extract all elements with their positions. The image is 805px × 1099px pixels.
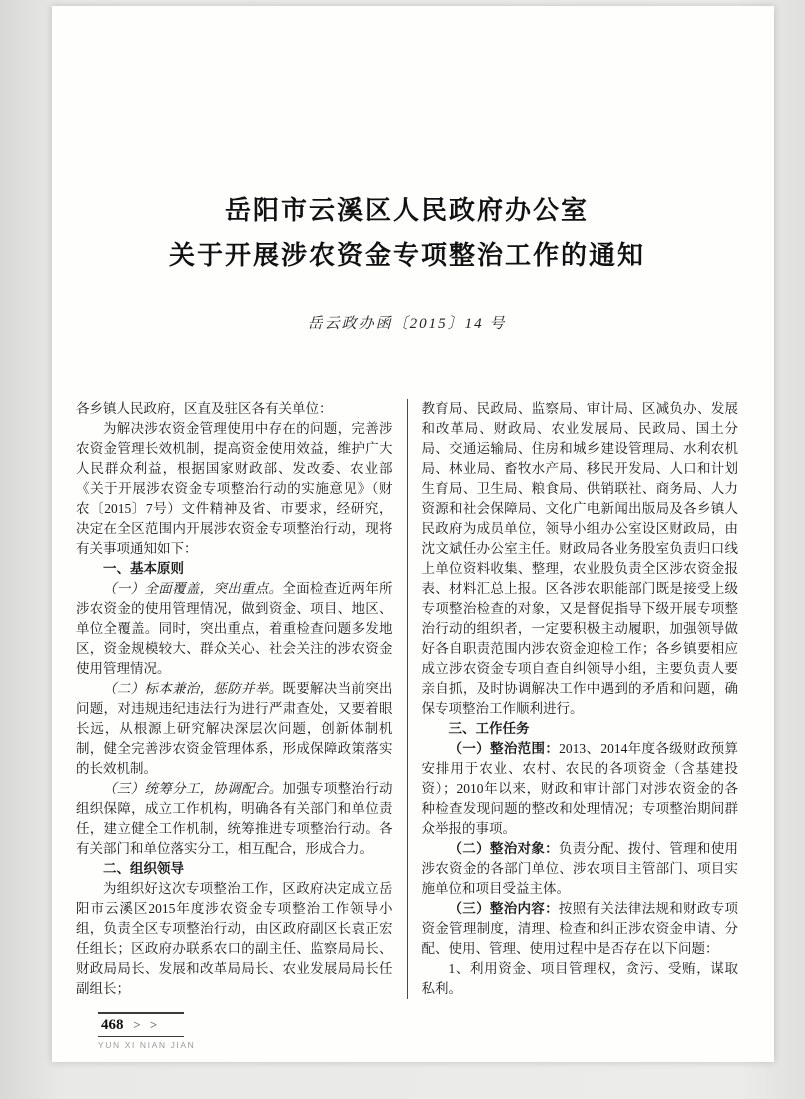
- document-title: [76, 188, 738, 278]
- paragraph-lead: （三）整治内容：: [448, 901, 559, 916]
- paragraph: 为解决涉农资金管理使用中存在的问题，完善涉农资金管理长效机制，提高资金使用效益，维护广大人民群众利益，根据国家财政部、发改委、农业部《关于开展涉农资金专项整治行动的实施意见》（财农〔2015〕7号）文件精神及省、市要求，经研究，决定在全区范围内开展涉农资金专项整治行动，现将有关事项通知如下：: [76, 421, 393, 556]
- paragraph-lead: （二）整治对象：: [448, 841, 559, 856]
- left-column: [76, 399, 393, 999]
- yearbook-caption: YUN XI NIAN JIAN: [98, 1040, 196, 1050]
- paragraph-lead: （二）标本兼治，惩防并举。: [103, 681, 283, 696]
- document-number: 岳云政办函〔2015〕14 号: [307, 316, 507, 332]
- two-column-body: [76, 399, 738, 999]
- document-page: [52, 6, 774, 1062]
- page-number-arrows: > >: [133, 1017, 161, 1032]
- page-number: 468: [101, 1017, 124, 1033]
- right-column: [422, 399, 739, 999]
- section-heading: 二、组织领导: [103, 861, 184, 876]
- paragraph: 为组织好这次专项整治工作，区政府决定成立岳阳市云溪区2015年度涉农资金专项整治工作领导小组，负责全区专项整治行动，由区政府副区长袁正宏任组长；区政府办联系农口的副主任、监察局局长、财政局局长、发展和改革局局长、农业发展局局长任副组长；: [76, 881, 393, 996]
- paragraph: （二）整治对象：负责分配、拨付、管理和使用涉农资金的各部门单位、涉农项目主管部门、项目实施单位和项目受益主体。: [421, 841, 739, 896]
- paragraph: （二）标本兼治，惩防并举。既要解决当前突出问题，对违规违纪违法行为进行严肃查处，又要着眼长远，从根源上研究解决深层次问题，创新体制机制，健全完善涉农资金管理体系，形成保障政策落实的长效机制。: [76, 681, 393, 776]
- document-title-line1: 岳阳市云溪区人民政府办公室: [224, 196, 589, 225]
- document-title-line2: 关于开展涉农资金专项整治工作的通知: [168, 241, 645, 270]
- column-divider-rule: [407, 399, 408, 999]
- paragraph: 教育局、民政局、监察局、审计局、区减负办、发展和改革局、财政局、农业发展局、民政局、国土分局、交通运输局、住房和城乡建设管理局、水利农机局、林业局、畜牧水产局、移民开发局、人口和计划生育局、卫生局、粮食局、供销联社、商务局、人力资源和社会保障局、文化广电新闻出版局及各乡镇人民政府为成员单位，领导小组办公室设区财政局，由沈文斌任办公室主任。财政局各业务股室负责归口线上单位资料收集、整理，农业股负责全区涉农资金报表、材料汇总上报。区各涉农职能部门既是接受上级专项整治检查的对象，又是督促指导下级开展专项整治行动的组织者，一定要积极主动履职，加强领导做好各自职责范围内涉农资金迎检工作；各乡镇要相应成立涉农资金专项自查自纠领导小组，主要负责人要亲自抓，及时协调解决工作中遇到的矛盾和问题，确保专项整治工作顺利进行。: [421, 401, 738, 716]
- paragraph: 各乡镇人民政府，区直及驻区各有关单位：: [76, 401, 333, 416]
- page-footer: [98, 1012, 195, 1050]
- page-number-box: [98, 1012, 184, 1037]
- section-heading: 三、工作任务: [448, 721, 530, 736]
- paragraph-lead: （一）全面覆盖，突出重点。: [103, 581, 283, 596]
- paragraph: （一）整治范围：2013、2014年度各级财政预算安排用于农业、农村、农民的各项资金（含基建投资）；2010年以来，财政和审计部门对涉农资金的各种检查发现问题的整改和处理情况；专项整治期间群众举报的事项。: [421, 741, 739, 836]
- section-heading: 一、基本原则: [103, 561, 184, 576]
- paragraph: （三）统筹分工，协调配合。加强专项整治行动组织保障，成立工作机构，明确各有关部门和单位责任，建立健全工作机制，统筹推进专项整治行动。各有关部门和单位落实分工，相互配合，形成合力。: [76, 781, 393, 856]
- paragraph: （一）全面覆盖，突出重点。全面检查近两年所涉农资金的使用管理情况，做到资金、项目、地区、单位全覆盖。同时，突出重点，着重检查问题多发地区，资金规模较大、群众关心、社会关注的涉农资金使用管理情况。: [76, 581, 393, 676]
- paragraph: （三）整治内容：按照有关法律法规和财政专项资金管理制度，清理、检查和纠正涉农资金申请、分配、使用、管理、使用过程中是否存在以下问题：: [421, 901, 739, 956]
- paragraph-lead: （三）统筹分工，协调配合。: [103, 781, 283, 796]
- paragraph-lead: （一）整治范围：: [448, 741, 560, 756]
- paragraph: 1、利用资金、项目管理权，贪污、受贿，谋取私利。: [421, 961, 738, 996]
